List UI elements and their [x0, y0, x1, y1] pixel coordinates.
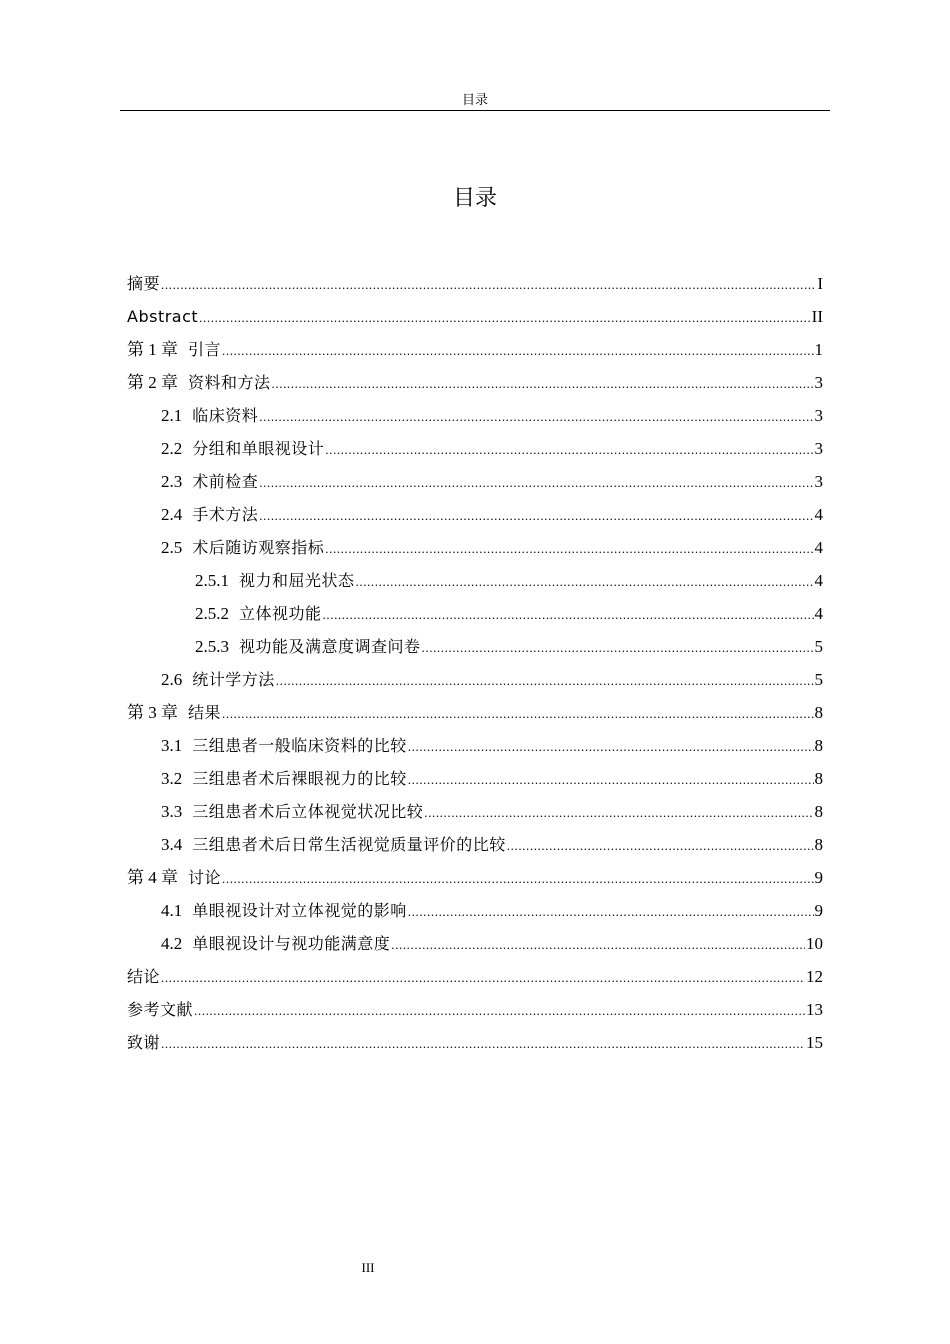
dot-leader	[199, 301, 811, 334]
toc-entry-number: 第 1 章	[127, 340, 178, 359]
dot-leader	[507, 829, 814, 862]
toc-entry[interactable]	[127, 531, 823, 564]
toc-entry-number: 3.4	[161, 835, 183, 854]
toc-entry-label: 视功能及满意度调查问卷	[239, 637, 421, 656]
dot-leader	[259, 499, 813, 532]
toc-entry-page: 3	[814, 373, 823, 392]
toc-entry[interactable]	[127, 498, 823, 531]
toc-entry-label: 结果	[188, 703, 222, 722]
toc-entry-label: 结论	[127, 967, 161, 986]
toc-entry-label: 引言	[188, 340, 222, 359]
toc-entry-number: 2.3	[161, 472, 183, 491]
toc-entry-page: 3	[814, 406, 823, 425]
toc-entry-page: 8	[814, 835, 823, 854]
toc-entry-page: 8	[814, 769, 823, 788]
toc-entry-label: 致谢	[127, 1033, 161, 1052]
toc-entry-label: 三组患者一般临床资料的比较	[192, 736, 407, 755]
toc-entry-page: 15	[806, 1033, 823, 1052]
toc-entry-page: 12	[806, 967, 823, 986]
toc-entry[interactable]	[127, 894, 823, 927]
toc-entry-page: 10	[806, 934, 823, 953]
toc-entry[interactable]	[127, 465, 823, 498]
toc-entry-label: 术前检查	[192, 472, 259, 491]
toc-entry-number: 第 4 章	[127, 868, 178, 887]
dot-leader	[222, 697, 813, 730]
dot-leader	[323, 598, 814, 631]
toc-entry-label: Abstract	[127, 307, 199, 326]
toc-entry-page: 3	[814, 472, 823, 491]
toc-entry-label: 单眼视设计对立体视觉的影响	[192, 901, 407, 920]
toc-entry-number: 2.6	[161, 670, 183, 689]
toc-entry-label: 分组和单眼视设计	[192, 439, 325, 458]
toc-entry-number: 第 2 章	[127, 373, 178, 392]
toc-entry-page: 9	[814, 868, 823, 887]
toc-entry-number: 3.3	[161, 802, 183, 821]
dot-leader	[391, 928, 805, 961]
running-header: 目录	[120, 92, 830, 111]
toc-entry-label: 讨论	[188, 868, 222, 887]
dot-leader	[356, 565, 814, 598]
dot-leader	[408, 895, 814, 928]
toc-entry-label: 三组患者术后日常生活视觉质量评价的比较	[192, 835, 506, 854]
toc-entry-label: 资料和方法	[188, 373, 271, 392]
toc-entry[interactable]	[127, 564, 823, 597]
toc-entry-number: 4.2	[161, 934, 183, 953]
toc-entry-page: 9	[814, 901, 823, 920]
toc-entry-number: 4.1	[161, 901, 183, 920]
toc-entry-page: 4	[814, 538, 823, 557]
toc-entry-page: 8	[814, 802, 823, 821]
toc-entry[interactable]	[127, 333, 823, 366]
dot-leader	[408, 730, 814, 763]
toc-entry-number: 2.5.1	[195, 571, 229, 590]
toc-entry-page: 4	[814, 505, 823, 524]
toc-entry-page: 4	[814, 604, 823, 623]
toc-entry-page: 5	[814, 637, 823, 656]
table-of-contents	[127, 267, 823, 1059]
dot-leader	[272, 367, 814, 400]
toc-entry[interactable]	[127, 366, 823, 399]
toc-entry-number: 2.4	[161, 505, 183, 524]
page-title: 目录	[452, 186, 497, 211]
toc-entry-number: 第 3 章	[127, 703, 178, 722]
toc-entry[interactable]	[127, 432, 823, 465]
toc-entry-page: 8	[814, 703, 823, 722]
toc-entry-page: 13	[806, 1000, 823, 1019]
toc-entry-label: 手术方法	[192, 505, 259, 524]
toc-entry-label: 三组患者术后立体视觉状况比较	[192, 802, 424, 821]
toc-entry-page: 4	[814, 571, 823, 590]
page-number: III	[361, 1260, 375, 1275]
dot-leader	[325, 532, 813, 565]
dot-leader	[276, 664, 814, 697]
toc-entry-page: 8	[814, 736, 823, 755]
toc-entry[interactable]	[127, 828, 823, 861]
toc-entry[interactable]	[127, 300, 823, 333]
toc-entry[interactable]	[127, 762, 823, 795]
toc-entry-label: 三组患者术后裸眼视力的比较	[192, 769, 407, 788]
toc-entry-number: 2.5.2	[195, 604, 229, 623]
dot-leader	[161, 1027, 805, 1060]
dot-leader	[325, 433, 813, 466]
toc-entry[interactable]	[127, 795, 823, 828]
toc-entry-page: 5	[814, 670, 823, 689]
toc-entry[interactable]	[127, 696, 823, 729]
toc-entry[interactable]	[127, 267, 823, 300]
toc-entry-label: 摘要	[127, 274, 161, 293]
toc-entry[interactable]	[127, 630, 823, 663]
toc-entry[interactable]	[127, 597, 823, 630]
toc-entry-label: 立体视功能	[239, 604, 322, 623]
toc-entry-label: 临床资料	[192, 406, 259, 425]
toc-entry-page: 1	[814, 340, 823, 359]
toc-entry-number: 2.5.3	[195, 637, 229, 656]
dot-leader	[194, 994, 805, 1027]
dot-leader	[408, 763, 814, 796]
toc-entry[interactable]	[127, 861, 823, 894]
toc-entry-number: 2.1	[161, 406, 183, 425]
dot-leader	[259, 400, 813, 433]
dot-leader	[161, 268, 816, 301]
toc-entry-page: II	[811, 307, 823, 326]
toc-entry[interactable]	[127, 927, 823, 960]
dot-leader	[222, 334, 813, 367]
dot-leader	[424, 796, 813, 829]
toc-entry-number: 2.5	[161, 538, 183, 557]
toc-entry-label: 参考文献	[127, 1000, 194, 1019]
toc-entry-number: 2.2	[161, 439, 183, 458]
toc-entry[interactable]	[127, 1026, 823, 1059]
toc-entry-number: 3.1	[161, 736, 183, 755]
toc-entry-label: 单眼视设计与视功能满意度	[192, 934, 391, 953]
toc-entry-label: 统计学方法	[192, 670, 275, 689]
toc-entry-page: 3	[814, 439, 823, 458]
toc-entry[interactable]	[127, 399, 823, 432]
dot-leader	[161, 961, 805, 994]
toc-entry[interactable]	[127, 663, 823, 696]
toc-entry[interactable]	[127, 960, 823, 993]
toc-entry[interactable]	[127, 729, 823, 762]
toc-entry-number: 3.2	[161, 769, 183, 788]
toc-entry-label: 术后随访观察指标	[192, 538, 325, 557]
dot-leader	[422, 631, 814, 664]
toc-entry[interactable]	[127, 993, 823, 1026]
dot-leader	[259, 466, 813, 499]
toc-entry-label: 视力和屈光状态	[239, 571, 355, 590]
dot-leader	[222, 862, 813, 895]
toc-entry-page: I	[817, 274, 823, 293]
